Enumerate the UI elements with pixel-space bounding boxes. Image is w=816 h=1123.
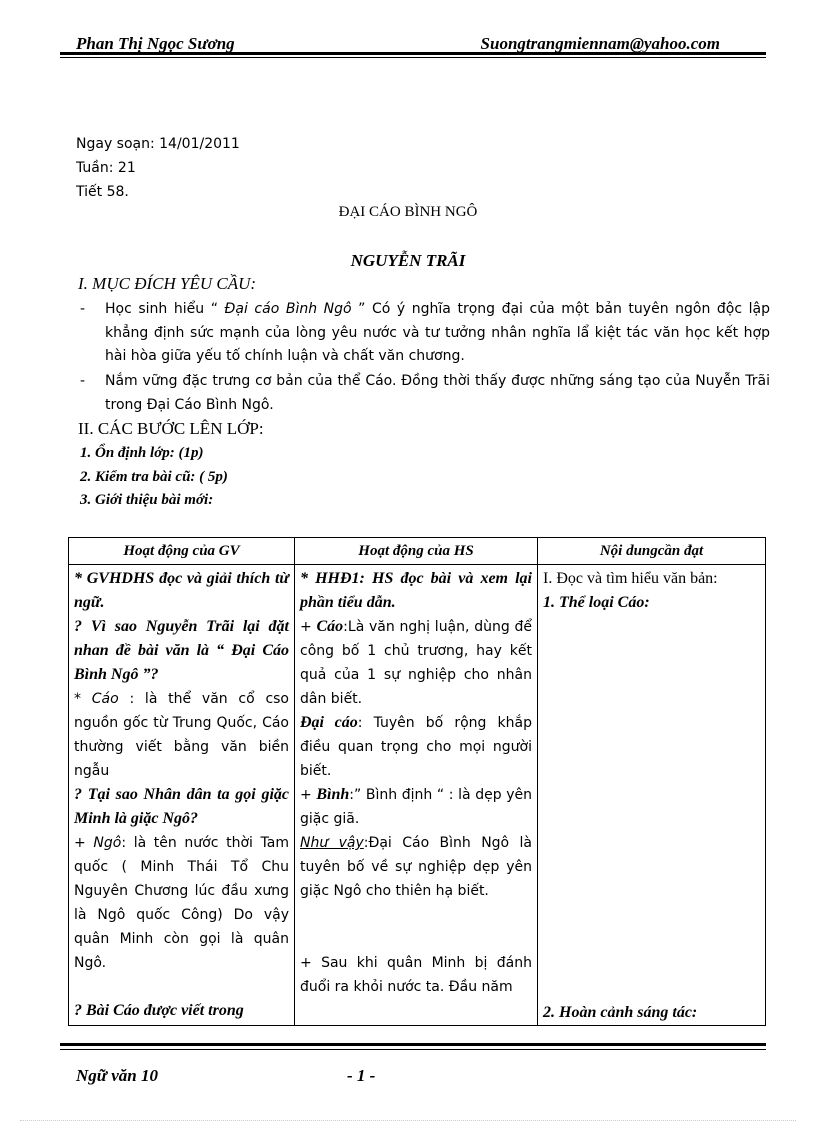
meta-lesson: Tiết 58. bbox=[76, 184, 129, 200]
table-header-row bbox=[69, 538, 766, 565]
step-2: 2. Kiểm tra bài cũ: ( 5p) bbox=[80, 468, 228, 485]
step-3: 3. Giới thiệu bài mới: bbox=[80, 492, 214, 508]
document-title: ĐẠI CÁO BÌNH NGÔ bbox=[338, 204, 478, 220]
lesson-table bbox=[68, 537, 766, 1026]
step-1: 1. Ổn định lớp: (1p) bbox=[80, 445, 204, 461]
cell-gv: * GVHDHS đọc và giải thích từ ngữ. ? Vì sao Nguyễn Trãi lại đặt nhan đề bài văn là “ Đại Cáo Bình Ngô ”? * Cáo : là thể văn cổ cso nguồn gốc từ Trung Quốc, Cáo thường viết bằng văn biền ngẫu ? Tại sao Nhân dân ta gọi giặc Minh là giặc Ngô? + Ngô: là tên nước thời Tam quốc ( Minh Thái Tổ Chu Nguyên Chương lúc đầu xưng là Ngô quốc Công) Do vậy quân Minh còn gọi là quân Ngô. ? Bài Cáo được viết trong bbox=[69, 565, 295, 1026]
section2-steps bbox=[80, 442, 228, 513]
section2-heading: II. CÁC BƯỚC LÊN LỚP: bbox=[78, 419, 264, 438]
header-email: Suongtrangmiennam@yahoo.com bbox=[480, 34, 720, 53]
cell-hs: * HHĐ1: HS đọc bài và xem lại phần tiểu dẫn. + Cáo:Là văn nghị luận, dùng để công bố 1 chủ trương, hay kết quả của 1 sự nghiệp cho nhân dân biết. Đại cáo: Tuyên bố rộng khắp điều quan trọng cho mọi người biết. + Bình:” Bình định “ : là dẹp yên giặc giã. Như vậy:Đại Cáo Bình Ngô là tuyên bố về sự nghiệp dẹp yên giặc Ngô cho thiên hạ biết. + Sau khi quân Minh bị đánh đuổi ra khỏi nước ta. Đầu năm bbox=[295, 565, 538, 1026]
col-header-gv: Hoạt động của GV bbox=[69, 538, 295, 565]
header-rule bbox=[60, 52, 766, 55]
footer-rule bbox=[60, 1043, 766, 1046]
document-author: NGUYỄN TRÃI bbox=[350, 251, 466, 270]
section1-bullet-2: - Nắm vững đặc trưng cơ bản của thể Cáo. Đồng thời thấy được những sáng tạo của Nuyễn Trãi trong Đại Cáo Bình Ngô. bbox=[80, 373, 770, 413]
cell-nd: I. Đọc và tìm hiểu văn bản: 1. Thể loại Cáo: 2. Hoàn cảnh sáng tác: bbox=[538, 565, 766, 1026]
footer-subject: Ngữ văn 10 bbox=[76, 1066, 158, 1085]
page-bottom-edge bbox=[20, 1120, 796, 1121]
col-header-hs: Hoạt động của HS bbox=[295, 538, 538, 565]
table-row bbox=[69, 565, 766, 1026]
section1-bullet-1: - Học sinh hiểu “ Đại cáo Bình Ngô ” Có ý nghĩa trọng đại của một bản tuyên ngôn độc lập khẳng định sức mạnh của lòng yêu nước và tư tưởng nhân nghĩa lẩ kiệt tác văn học kết hợp hài hòa giữa yếu tố chính luận và chất văn chương. bbox=[80, 301, 770, 364]
footer-page-number: - 1 - bbox=[347, 1066, 376, 1085]
section1-heading: I. MỤC ĐÍCH YÊU CẦU: bbox=[78, 274, 257, 293]
meta-week: Tuần: 21 bbox=[76, 160, 136, 176]
header-author: Phan Thị Ngọc Sương bbox=[76, 34, 235, 53]
header-rule-thin bbox=[60, 57, 766, 58]
col-header-nd: Nội dungcần đạt bbox=[538, 538, 766, 565]
footer-rule-thin bbox=[60, 1049, 766, 1050]
meta-date: Ngay soạn: 14/01/2011 bbox=[76, 136, 240, 152]
